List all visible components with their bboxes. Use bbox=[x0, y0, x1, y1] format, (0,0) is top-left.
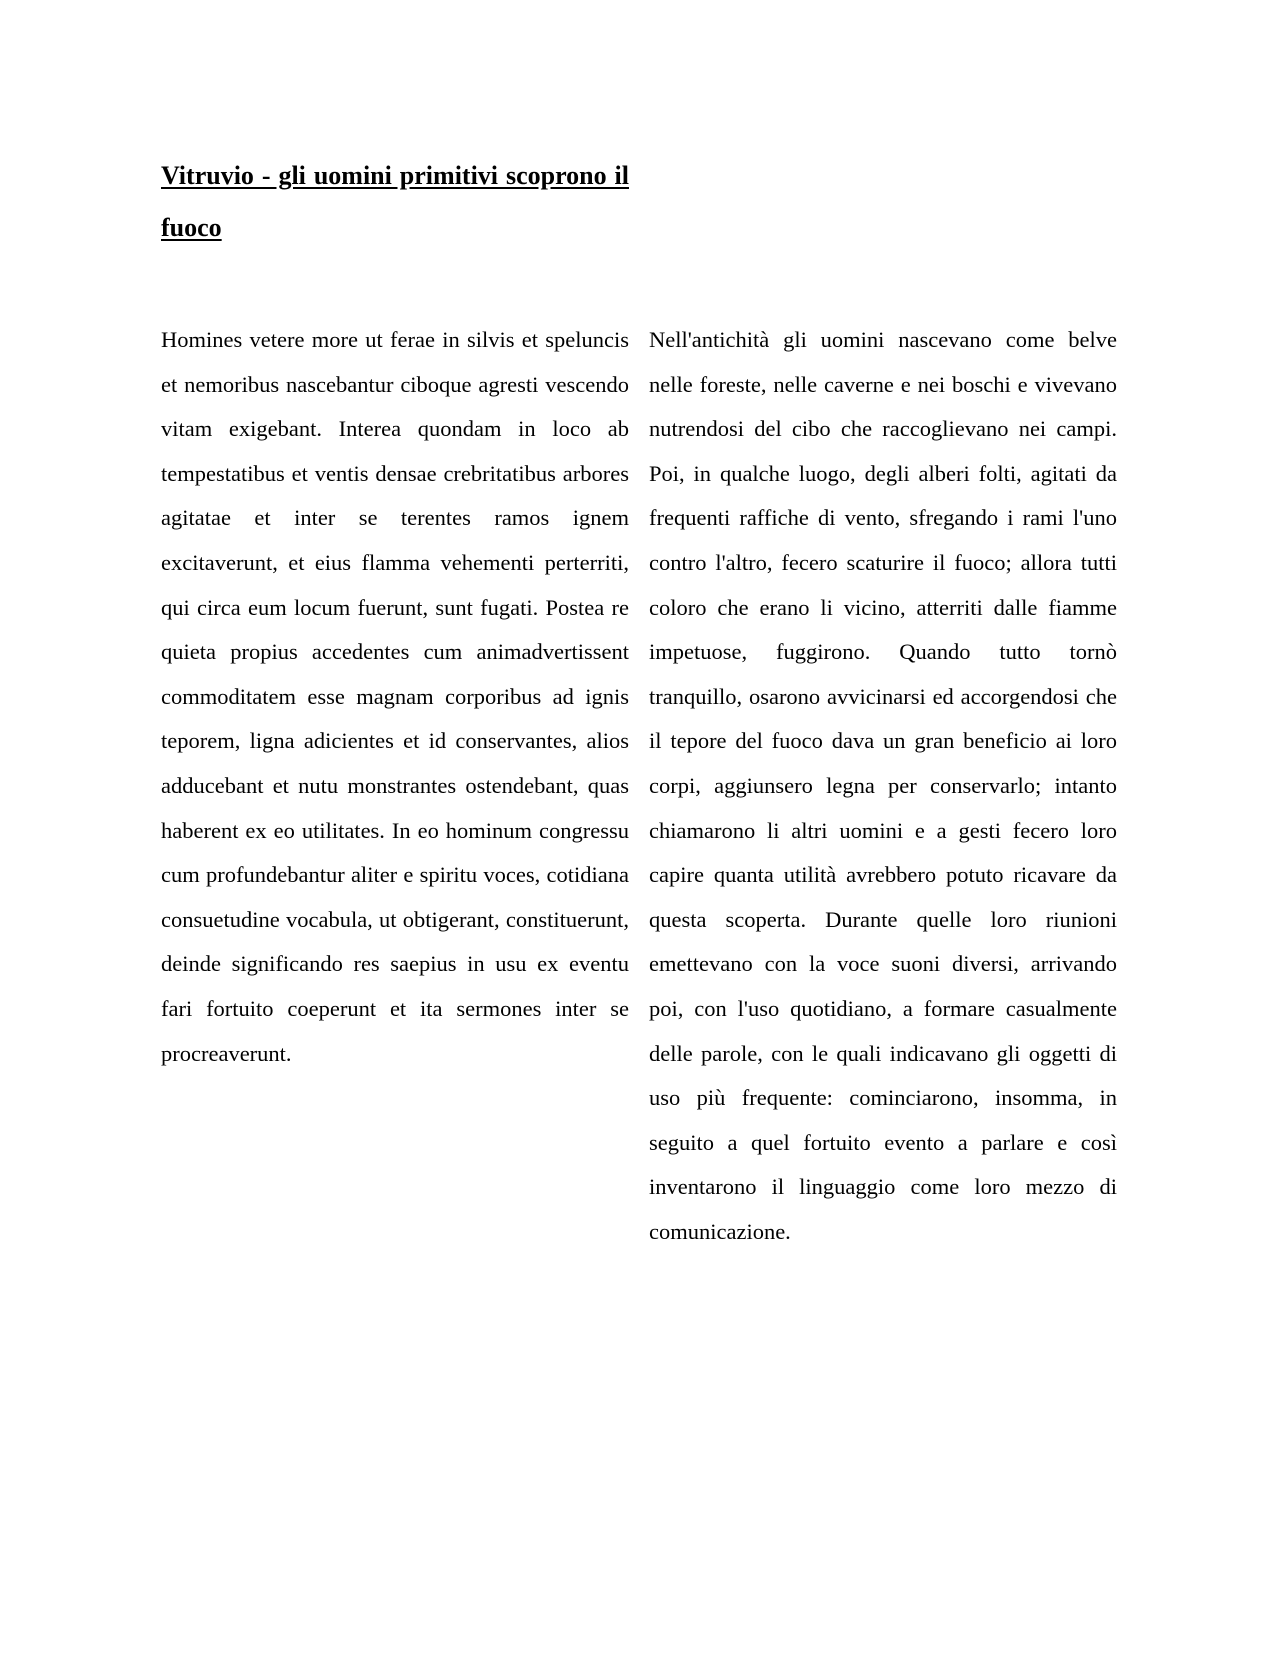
italian-translation-column: Nell'antichità gli uomini nascevano come belve nelle foreste, nelle caverne e nei boschi e vivevano nutrendosi del cibo che raccoglievano nei campi. Poi, in qualche luogo, degli alberi folti, agitati da frequenti raffiche di vento, sfregando i rami l'uno contro l'altro, fecero scaturire il fuoco; allora tutti coloro che erano li vicino, atterriti dalle fiamme impetuose, fuggirono. Quando tutto tornò tranquillo, osarono avvicinarsi ed accorgendosi che il tepore del fuoco dava un gran beneficio ai loro corpi, aggiunsero legna per conservarlo; intanto chiamarono li altri uomini e a gesti fecero loro capire quanta utilità avrebbero potuto ricavare da questa scoperta. Durante quelle loro riunioni emettevano con la voce suoni diversi, arrivando poi, con l'uso quotidiano, a formare casualmente delle parole, con le quali indicavano gli oggetti di uso più frequente: cominciarono, insomma, in seguito a quel fortuito evento a parlare e così inventarono il linguaggio come loro mezzo di comunicazione. bbox=[649, 327, 1117, 1244]
document-title: Vitruvio - gli uomini primitivi scoprono il fuoco bbox=[161, 161, 629, 242]
latin-text-column: Homines vetere more ut ferae in silvis et speluncis et nemoribus nascebantur ciboque agresti vescendo vitam exigebant. Interea quondam in loco ab tempestatibus et ventis densae crebritatibus arbores agitatae et inter se terentes ramos ignem excitaverunt, et eius flamma vehementi perterriti, qui circa eum locum fuerunt, sunt fugati. Postea re quieta propius accedentes cum animadvertissent commoditatem esse magnam corporibus ad ignis teporem, ligna adicientes et id conservantes, alios adducebant et nutu monstrantes ostendebant, quas haberent ex eo utilitates. In eo hominum congressu cum profundebantur aliter e spiritu voces, cotidiana consuetudine vocabula, ut obtigerant, constituerunt, deinde significando res saepius in usu ex eventu fari fortuito coeperunt et ita sermones inter se procreaverunt. bbox=[161, 327, 629, 1066]
